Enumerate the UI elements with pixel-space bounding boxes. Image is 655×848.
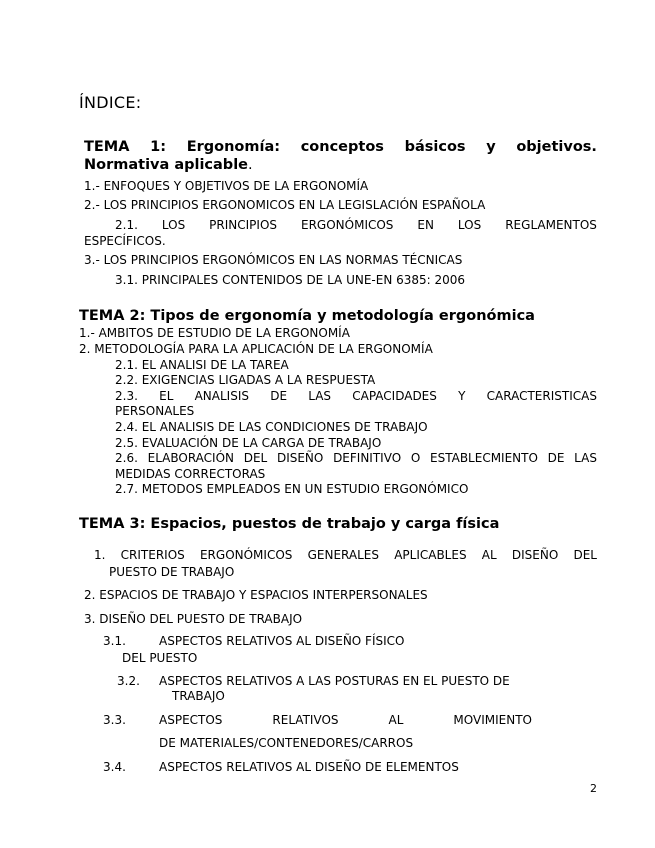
word: 2.6.	[115, 451, 138, 465]
tema3-item-3-4-number: 3.4.	[103, 760, 126, 774]
word: ANALISIS	[194, 389, 249, 403]
word: GENERALES	[307, 548, 379, 562]
tema2-item-2-6-line1	[115, 451, 597, 465]
word: CARACTERISTICAS	[486, 389, 597, 403]
tema2-item-2-1: 2.1. EL ANALISI DE LA TAREA	[115, 358, 289, 372]
word: CRITERIOS	[120, 548, 185, 562]
word: ASPECTOS	[159, 713, 223, 727]
word: 1.	[94, 548, 106, 562]
word: ERGONÓMICOS	[199, 548, 293, 562]
word: DISEÑO	[511, 548, 559, 562]
tema3-title: TEMA 3: Espacios, puestos de trabajo y carga física	[79, 516, 500, 532]
tema3-item-3-2-text: ASPECTOS RELATIVOS A LAS POSTURAS EN EL PUESTO DE	[159, 674, 510, 688]
word: 2.1.	[115, 218, 138, 232]
tema1-title-line2-text: Normativa aplicable	[84, 157, 248, 173]
tema3-item-3-3-line1	[159, 713, 532, 727]
index-heading: ÍNDICE:	[79, 93, 142, 112]
word: O	[410, 451, 421, 465]
word: 2.3.	[115, 389, 138, 403]
word: DE	[547, 451, 565, 465]
tema1-title-line2	[84, 157, 253, 173]
tema1-item-3: 3.- LOS PRINCIPIOS ERGONÓMICOS EN LAS NORMAS TÉCNICAS	[84, 253, 463, 267]
word: DEL	[573, 548, 597, 562]
word: DEL	[243, 451, 268, 465]
tema3-item-3-3-number: 3.3.	[103, 713, 126, 727]
word: MOVIMIENTO	[453, 713, 532, 727]
word: ERGONÓMICOS	[301, 218, 394, 232]
tema1-word: Ergonomía:	[186, 139, 281, 155]
word: DE	[270, 389, 288, 403]
tema1-title-line2-tail: .	[248, 157, 253, 173]
tema1-title-line1	[84, 139, 597, 155]
word: REGLAMENTOS	[505, 218, 597, 232]
word: LAS	[574, 451, 597, 465]
word: AL	[481, 548, 497, 562]
tema3-item-3-1-number: 3.1.	[103, 634, 126, 648]
tema3-item-3-3-line2: DE MATERIALES/CONTENEDORES/CARROS	[159, 736, 414, 750]
tema3-item-1-line2: PUESTO DE TRABAJO	[109, 565, 235, 579]
tema3-item-3-4-text: ASPECTOS RELATIVOS AL DISEÑO DE ELEMENTOS	[159, 760, 459, 774]
tema1-word: 1:	[150, 139, 167, 155]
tema1-word: TEMA	[84, 139, 130, 155]
tema3-item-3-1-line2: DEL PUESTO	[122, 651, 198, 665]
tema2-item-2-3-line1	[115, 389, 597, 403]
word: CAPACIDADES	[352, 389, 437, 403]
page-number: 2	[590, 782, 597, 795]
word: AL	[388, 713, 404, 727]
tema1-word: y	[486, 139, 496, 155]
word: RELATIVOS	[272, 713, 339, 727]
tema1-item-2: 2.- LOS PRINCIPIOS ERGONOMICOS EN LA LEGISLACIÓN ESPAÑOLA	[84, 198, 486, 212]
tema3-item-2: 2. ESPACIOS DE TRABAJO Y ESPACIOS INTERPERSONALES	[84, 588, 428, 602]
word: DISEÑO	[276, 451, 324, 465]
tema1-word: básicos	[404, 139, 466, 155]
tema1-word: conceptos	[300, 139, 384, 155]
word: EN	[417, 218, 434, 232]
tema2-title: TEMA 2: Tipos de ergonomía y metodología ergonómica	[79, 308, 535, 324]
tema2-item-2-2: 2.2. EXIGENCIAS LIGADAS A LA RESPUESTA	[115, 373, 376, 387]
word: Y	[458, 389, 466, 403]
tema1-item-2-1-line2: ESPECÍFICOS.	[84, 234, 166, 248]
tema1-item-1: 1.- ENFOQUES Y OBJETIVOS DE LA ERGONOMÍA	[84, 179, 369, 193]
tema1-word: objetivos.	[516, 139, 597, 155]
tema2-item-1: 1.- AMBITOS DE ESTUDIO DE LA ERGONOMÍA	[79, 326, 350, 340]
word: DEFINITIVO	[333, 451, 402, 465]
tema1-item-3-1: 3.1. PRINCIPALES CONTENIDOS DE LA UNE-EN 6385: 2006	[115, 273, 466, 287]
word: ELABORACIÓN	[147, 451, 235, 465]
tema2-item-2-4: 2.4. EL ANALISIS DE LAS CONDICIONES DE TRABAJO	[115, 420, 428, 434]
tema3-item-3-1-text: ASPECTOS RELATIVOS AL DISEÑO FÍSICO	[159, 634, 405, 648]
tema1-item-2-1-line1	[115, 218, 597, 232]
tema2-item-2-7: 2.7. METODOS EMPLEADOS EN UN ESTUDIO ERGONÓMICO	[115, 482, 469, 496]
word: LOS	[457, 218, 482, 232]
word: PRINCIPIOS	[209, 218, 278, 232]
word: APLICABLES	[394, 548, 467, 562]
word: LOS	[161, 218, 186, 232]
tema2-item-2-3-line2: PERSONALES	[115, 404, 195, 418]
tema3-item-1-line1	[94, 548, 597, 562]
word: ESTABLECMIENTO	[430, 451, 538, 465]
tema2-item-2-6-line2: MEDIDAS CORRECTORAS	[115, 467, 266, 481]
tema2-item-2: 2. METODOLOGÍA PARA LA APLICACIÓN DE LA ERGONOMÍA	[79, 342, 433, 356]
tema3-item-3-2-number: 3.2.	[117, 674, 140, 688]
word: LAS	[308, 389, 332, 403]
tema3-item-3-2-line2: TRABAJO	[172, 689, 225, 703]
tema2-item-2-5: 2.5. EVALUACIÓN DE LA CARGA DE TRABAJO	[115, 436, 382, 450]
tema3-item-3: 3. DISEÑO DEL PUESTO DE TRABAJO	[84, 612, 303, 626]
word: EL	[159, 389, 174, 403]
